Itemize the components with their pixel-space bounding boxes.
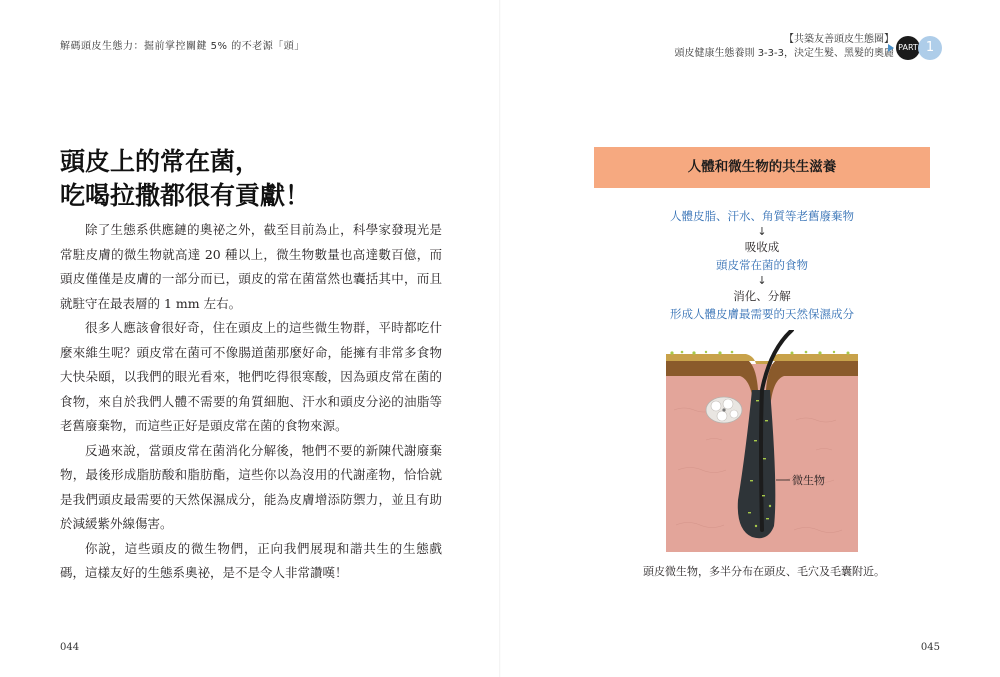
page-number-right: 045 xyxy=(920,642,940,653)
part-number: 1 xyxy=(918,36,942,60)
scalp-follicle-illustration xyxy=(666,330,858,552)
sebaceous-gland xyxy=(706,397,742,423)
flow-step-digest: 消化、分解 xyxy=(733,289,791,303)
title-line-1: 頭皮上的常在菌， xyxy=(60,147,261,176)
microbe-label: 微生物 xyxy=(792,474,825,487)
title-line-2: 吃喝拉撒都很有貢獻！ xyxy=(60,181,311,210)
triangle-arrow-icon xyxy=(888,44,894,52)
body-text xyxy=(60,218,442,586)
diagram-title: 人體和微生物的共生滋養 xyxy=(594,147,930,188)
paragraph-3: 反過來說，當頭皮常在菌消化分解後，牠們不要的新陳代謝廢棄物，最後形成脂肪酸和脂肪酯，這些你以為沒用的代謝產物，恰恰就是我們頭皮最需要的天然保濕成分，能為皮膚增添防禦力，並且有助於減緩紫外線傷害。 xyxy=(60,442,442,531)
down-arrow-icon: ↓ xyxy=(757,274,767,287)
symbiosis-flow xyxy=(594,207,930,323)
flow-step-moisture: 形成人體皮膚最需要的天然保濕成分 xyxy=(670,307,854,321)
right-page xyxy=(500,0,1000,677)
flow-step-waste: 人體皮脂、汗水、角質等老舊廢棄物 xyxy=(670,209,854,223)
flow-step-absorb: 吸收成 xyxy=(744,240,780,254)
flow-step-food: 頭皮常在菌的食物 xyxy=(716,258,808,272)
paragraph-2: 很多人應該會很好奇，住在頭皮上的這些微生物群，平時都吃什麼來維生呢？頭皮常在菌可不像腸道菌那麼好命，能擁有非常多食物大快朵頤，以我們的眼光看來，牠們吃得很寒酸，因為頭皮常在菌的食物，來自於我們人體不需要的角質細胞、汗水和頭皮分泌的油脂等老舊廢棄物，而這些正好是頭皮常在菌的食物來源。 xyxy=(60,320,442,433)
running-head-right-line-1: 【共築友善頭皮生態圈】 xyxy=(784,34,894,45)
paragraph-1: 除了生態系供應鏈的奧祕之外，截至目前為止，科學家發現光是常駐皮膚的微生物就高達 20 種以上，微生物數量也高達數百億，而頭皮僅僅是皮膚的一部分而已，頭皮的常在菌當然也囊括其中，而且就駐守在最表層的 1 mm 左右。 xyxy=(60,222,442,311)
part-label: PART xyxy=(896,36,920,60)
running-head-left: 解碼頭皮生態力：掘前掌控關鍵 5% 的不老源「頭」 xyxy=(60,41,305,52)
down-arrow-icon: ↓ xyxy=(757,225,767,238)
page-number-left: 044 xyxy=(60,642,80,653)
figure-caption: 頭皮微生物，多半分布在頭皮、毛穴及毛囊附近。 xyxy=(643,565,885,578)
running-head-right xyxy=(675,33,894,61)
part-badge xyxy=(896,36,942,60)
running-head-right-line-2: 頭皮健康生態養則 3-3-3，決定生髮、黑髮的奧麗 xyxy=(674,48,894,59)
chapter-title xyxy=(60,145,310,213)
paragraph-4: 你說，這些頭皮的微生物們，正向我們展現和諧共生的生態戲碼，這樣友好的生態系奧祕，是不是令人非常讚嘆！ xyxy=(60,540,442,580)
